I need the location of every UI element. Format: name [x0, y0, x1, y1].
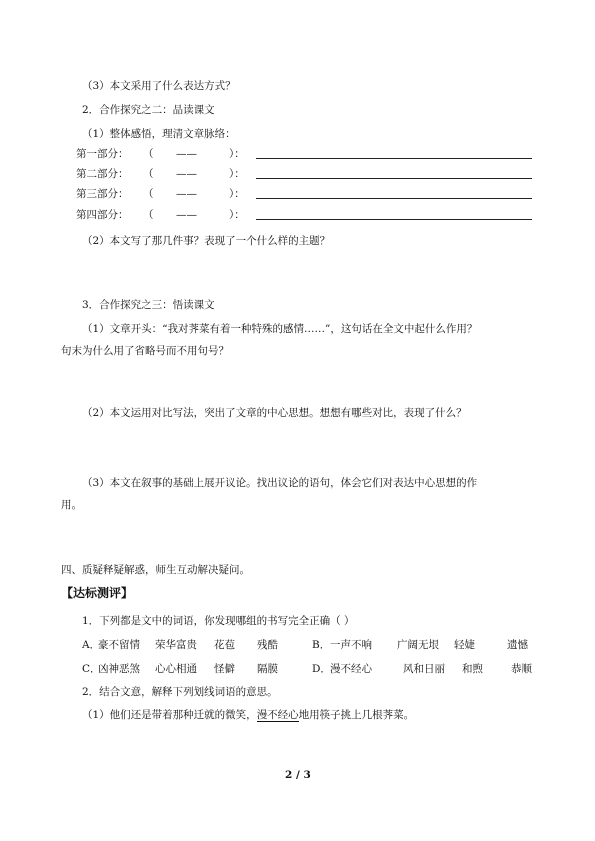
part-open-paren: （ — [143, 209, 154, 221]
test-item2-q1 — [82, 708, 414, 722]
option-word: 残酷 — [257, 639, 278, 651]
question-opening-line1: （1）文章开头：“我对荠菜有着一种特殊的感情……”，这句话在全文中起什么作用？ — [82, 323, 478, 335]
option-word: 花苞 — [214, 639, 235, 651]
part-label: 第三部分： — [76, 188, 129, 200]
option-word: 风和日丽 — [403, 663, 445, 675]
answer-line[interactable] — [256, 198, 532, 199]
answer-line[interactable] — [256, 178, 532, 179]
option-label: D． — [312, 663, 331, 675]
part-open-paren: （ — [143, 188, 154, 200]
sentence-pre: （1）他们还是带着那种迁就的微笑， — [82, 709, 257, 721]
option-word: 心心相通 — [155, 663, 197, 675]
question-contrast: （2）本文运用对比写法，突出了文章的中心思想。想想有哪些对比，表现了什么？ — [82, 407, 467, 419]
part-dash: —— — [176, 148, 197, 160]
part-label: 第二部分： — [76, 168, 129, 180]
section2-heading: 2．合作探究之二：品读课文 — [82, 104, 215, 116]
answer-line[interactable] — [256, 158, 532, 159]
page-number: 2 / 3 — [285, 769, 311, 781]
question-theme: （2）本文写了那几件事？表现了一个什么样的主题？ — [82, 235, 331, 247]
option-word: 荣华富贵 — [155, 639, 197, 651]
option-word: 恭顺 — [511, 663, 532, 675]
part-label: 第一部分： — [76, 148, 129, 160]
part-close-paren: ）： — [229, 148, 245, 160]
underlined-word: 漫不经心 — [256, 709, 299, 721]
question-argument-line1: （3）本文在叙事的基础上展开议论。找出议论的语句，体会它们对表达中心思想的作 — [82, 477, 478, 489]
question-structure: （1）整体感悟，理清文章脉络： — [82, 128, 236, 140]
option-label: B． — [312, 639, 331, 651]
option-word: 一声不响 — [330, 639, 372, 651]
part-close-paren: ）： — [229, 209, 245, 221]
question-argument-line2: 用。 — [61, 499, 82, 511]
part-open-paren: （ — [143, 148, 154, 160]
section3-heading: 3．合作探究之三：悟读课文 — [82, 299, 215, 311]
part-open-paren: （ — [143, 168, 154, 180]
answer-line[interactable] — [256, 219, 532, 220]
section4-heading: 四、质疑释疑解惑，师生互动解决疑问。 — [61, 564, 250, 576]
option-word: 豪不留情 — [98, 639, 140, 651]
part-dash: —— — [176, 209, 197, 221]
question-opening-line2: 句末为什么用了省略号而不用句号？ — [61, 345, 229, 357]
test-item1: 1．下列都是文中的词语，你发现哪组的书写完全正确（ ） — [82, 615, 355, 627]
option-label: C． — [82, 663, 101, 675]
part-label: 第四部分： — [76, 209, 129, 221]
option-word: 轻婕 — [454, 639, 475, 651]
test-item2: 2．结合文意，解释下列划线词语的意思。 — [82, 686, 278, 698]
test-title: 【达标测评】 — [61, 586, 134, 600]
option-word: 和煦 — [462, 663, 483, 675]
part-dash: —— — [176, 188, 197, 200]
option-word: 漫不经心 — [330, 663, 372, 675]
option-word: 凶神恶煞 — [98, 663, 140, 675]
option-word: 怪僻 — [214, 663, 235, 675]
question-expression-mode: （3）本文采用了什么表达方式？ — [82, 80, 236, 92]
sentence-post: 地用筷子挑上几根荠菜。 — [298, 709, 415, 721]
option-label: A． — [82, 639, 101, 651]
option-word: 隔膜 — [257, 663, 278, 675]
part-close-paren: ）： — [229, 188, 245, 200]
part-dash: —— — [176, 168, 197, 180]
option-word: 遗憾 — [507, 639, 528, 651]
option-word: 广阔无垠 — [397, 639, 439, 651]
part-close-paren: ）： — [229, 168, 245, 180]
